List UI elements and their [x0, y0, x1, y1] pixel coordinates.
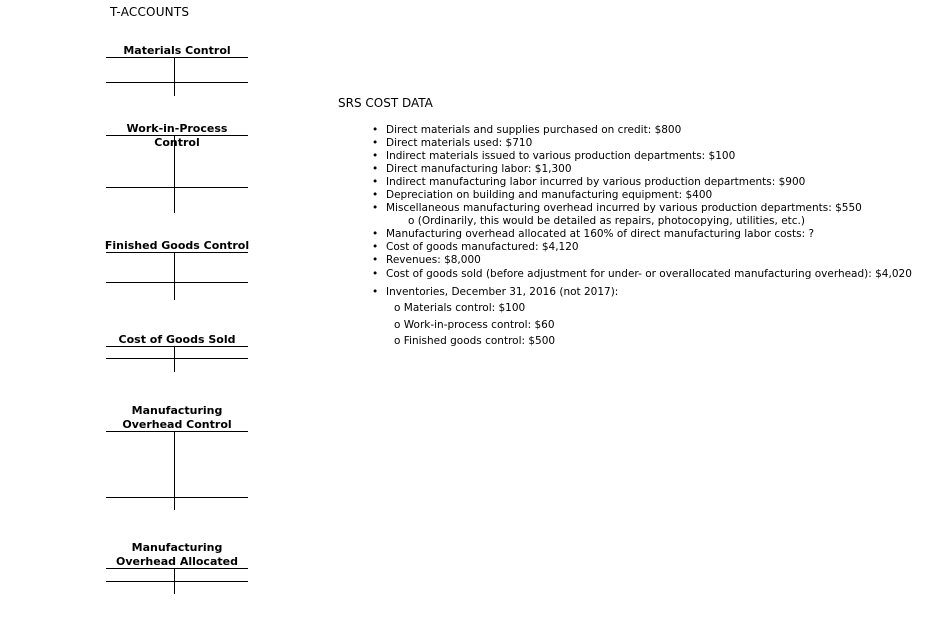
t-account-divider	[106, 82, 248, 83]
t-account-divider	[106, 187, 248, 188]
list-item: • Direct materials and supplies purchased on credit: $800	[372, 124, 681, 137]
list-subitem: o Finished goods control: $500	[394, 335, 556, 347]
list-subitem: o Materials control: $100	[394, 302, 526, 314]
t-account-title-line: Work-in-Process Control	[126, 122, 228, 149]
t-account-top-line	[106, 135, 248, 136]
t-account-finished-goods-title	[104, 239, 250, 253]
t-account-title-line: Manufacturing	[131, 404, 223, 417]
t-account-title-line: Overhead Allocated	[116, 555, 238, 568]
t-account-vertical-line	[174, 57, 175, 96]
t-account-top-line	[106, 346, 248, 347]
list-item: • Miscellaneous manufacturing overhead incurred by various production departments: $550	[372, 202, 862, 215]
t-account-vertical-line	[174, 568, 175, 594]
cost-data-title: SRS COST DATA	[338, 96, 433, 110]
list-item: • Indirect materials issued to various production departments: $100	[372, 150, 735, 163]
t-account-title-line: Overhead Control	[122, 418, 232, 431]
list-item: • Depreciation on building and manufacturing equipment: $400	[372, 189, 712, 202]
t-account-title-line: Cost of Goods Sold	[118, 333, 236, 346]
t-account-title-line: Manufacturing	[131, 541, 223, 554]
list-subitem-note: o (Ordinarily, this would be detailed as repairs, photocopying, utilities, etc.)	[408, 215, 805, 227]
list-item: • Direct materials used: $710	[372, 137, 532, 150]
t-account-vertical-line	[174, 346, 175, 372]
t-account-moh-control-title	[104, 404, 250, 432]
t-account-moh-allocated-title	[104, 541, 250, 569]
t-account-divider	[106, 358, 248, 359]
t-account-top-line	[106, 431, 248, 432]
t-account-top-line	[106, 568, 248, 569]
t-account-vertical-line	[174, 135, 175, 213]
t-account-top-line	[106, 252, 248, 253]
list-item: • Revenues: $8,000	[372, 254, 481, 267]
t-account-cogs-title	[104, 333, 250, 347]
t-account-top-line	[106, 57, 248, 58]
list-item: • Cost of goods manufactured: $4,120	[372, 241, 579, 254]
list-item: • Cost of goods sold (before adjustment for under- or overallocated manufacturing overhead): $4,020	[372, 268, 912, 281]
t-account-title-line: Finished Goods Control	[104, 239, 250, 252]
t-account-title-line: Materials Control	[123, 44, 231, 57]
t-account-divider	[106, 581, 248, 582]
t-account-vertical-line	[174, 431, 175, 510]
t-account-divider	[106, 282, 248, 283]
t-account-wip-control-title	[104, 122, 250, 150]
list-item: • Inventories, December 31, 2016 (not 2017):	[372, 286, 618, 299]
page-title: T-ACCOUNTS	[110, 5, 190, 19]
t-account-vertical-line	[174, 252, 175, 300]
list-item: • Indirect manufacturing labor incurred by various production departments: $900	[372, 176, 805, 189]
t-account-divider	[106, 497, 248, 498]
list-item: • Direct manufacturing labor: $1,300	[372, 163, 572, 176]
list-subitem: o Work-in-process control: $60	[394, 319, 555, 331]
t-account-materials-control-title	[104, 44, 250, 58]
list-item: • Manufacturing overhead allocated at 160% of direct manufacturing labor costs: ?	[372, 228, 814, 241]
